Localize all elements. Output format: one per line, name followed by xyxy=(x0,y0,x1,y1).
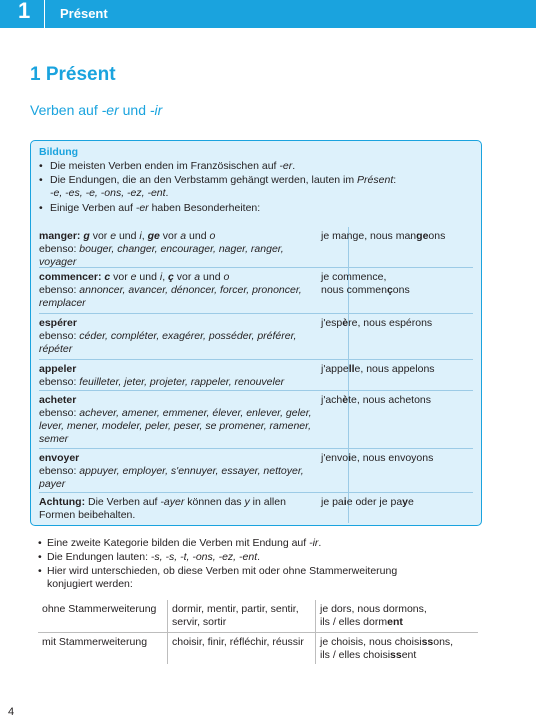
chapter-title: Présent xyxy=(60,6,108,21)
list-item: • Die Endungen lauten: -s, -s, -t, -ons, -ez, -ent. xyxy=(38,551,261,563)
table-row: ohne Stammerweiterung dormir, mentir, partir, sentir, servir, sortir je dors, nous dormons, ils / elles dorment xyxy=(38,600,478,633)
box-bullet: • Die Endungen, die an den Verbstamm gehängt werden, lauten im Présent: -e, -es, -e, -ons, -ez, -ent. xyxy=(39,174,397,199)
chapter-number: 1 xyxy=(18,0,31,23)
table-row: appeler ebenso: feuilleter, jeter, projeter, rappeler, renouveler j'appelle, nous appelons xyxy=(39,360,473,391)
table-row: acheter ebenso: achever, amener, emmener, élever, enlever, geler, lever, mener, modeler, peler, peser, se promener, ramener, semer j'achète, nous achetons xyxy=(39,391,473,449)
box-bullet: • Einige Verben auf -er haben Besonderheiten: xyxy=(39,202,261,214)
page-title: 1 Présent xyxy=(30,64,116,85)
box-bullet: • Die meisten Verben enden im Französischen auf -er. xyxy=(39,160,296,172)
irregular-verbs-table xyxy=(39,227,473,527)
tip-box xyxy=(30,140,482,526)
table-row: Achtung: Die Verben auf -ayer können das y in allen Formen beibehalten. je paie oder je paye xyxy=(39,496,414,521)
chapter-header-bar xyxy=(0,0,536,28)
page-number: 4 xyxy=(8,706,15,718)
header-divider xyxy=(44,0,45,28)
table-row: manger: g vor e und i, ge vor a und o ebenso: bouger, changer, encourager, nager, ranger, voyager je mange, nous mangeons xyxy=(39,227,473,268)
table-row: espérer ebenso: céder, compléter, exagérer, posséder, préférer, répéter j'espère, nous espérons xyxy=(39,314,473,360)
table-row: mit Stammerweiterung choisir, finir, réfléchir, réussir je choisis, nous choisissons, ils / elles choisissent xyxy=(42,636,454,661)
list-item: • Eine zweite Kategorie bilden die Verben mit Endung auf -ir. xyxy=(38,537,322,549)
list-item: • Hier wird unterschieden, ob diese Verben mit oder ohne Stammerweiterung konjugiert werden: xyxy=(38,565,398,590)
ir-verbs-table xyxy=(38,600,478,665)
table-row: envoyer ebenso: appuyer, employer, s'ennuyer, essayer, nettoyer, payer j'envoie, nous envoyons xyxy=(39,449,473,493)
table-row: commencer: c vor e und i, ç vor a und o ebenso: annoncer, avancer, dénoncer, forcer, prononcer, remplacer je commence, nous commençons xyxy=(39,268,473,314)
box-heading: Bildung xyxy=(39,146,79,158)
section-subtitle: Verben auf -er und -ir xyxy=(30,102,163,118)
